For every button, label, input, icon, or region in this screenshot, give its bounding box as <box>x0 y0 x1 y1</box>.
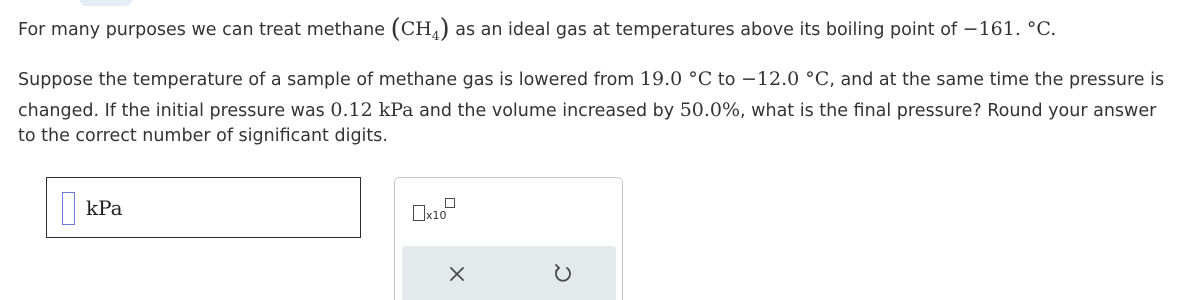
volume-increase: 50.0% <box>679 99 741 121</box>
answer-input[interactable] <box>62 192 75 225</box>
formula-subscript: 4 <box>431 28 440 43</box>
close-icon <box>447 264 467 284</box>
formula <box>400 18 440 43</box>
action-bar <box>402 246 616 300</box>
question-text: to <box>712 70 741 90</box>
unit-label: kPa <box>86 196 123 220</box>
formula-base: CH <box>400 18 432 40</box>
question-text: and the volume increased by <box>413 101 680 121</box>
clear-button[interactable] <box>447 264 467 284</box>
question-text: , and at the same time the pressure is <box>829 70 1165 90</box>
question-line-2 <box>18 65 1164 95</box>
question-text: For many purposes we can treat methane <box>18 20 391 40</box>
scientific-notation-button[interactable] <box>413 195 463 227</box>
initial-pressure: 0.12 kPa <box>330 99 414 121</box>
question-text: as an ideal gas at temperatures above its boiling point of <box>449 20 963 40</box>
final-temperature: −12.0 °C <box>741 68 830 90</box>
undo-icon <box>552 262 574 284</box>
top-tab-indicator <box>80 0 132 6</box>
question-line-4 <box>18 122 388 151</box>
paren-open: ( <box>390 14 401 44</box>
question-text: , what is the final pressure? Round your answer <box>740 101 1157 121</box>
mantissa-placeholder <box>413 205 425 221</box>
answer-box <box>46 177 361 238</box>
math-keypad <box>394 177 623 300</box>
initial-temperature: 19.0 °C <box>639 68 713 90</box>
exponent-placeholder <box>445 198 455 208</box>
question-text: to the correct number of significant digits. <box>18 126 388 146</box>
question-text: Suppose the temperature of a sample of methane gas is lowered from <box>18 70 640 90</box>
paren-close: ) <box>439 14 450 44</box>
question-text: changed. If the initial pressure was <box>18 101 331 121</box>
question-line-1 <box>18 13 1056 51</box>
undo-button[interactable] <box>552 262 574 284</box>
x10-label: x10 <box>426 209 447 222</box>
boiling-point: −161. °C. <box>962 18 1057 40</box>
